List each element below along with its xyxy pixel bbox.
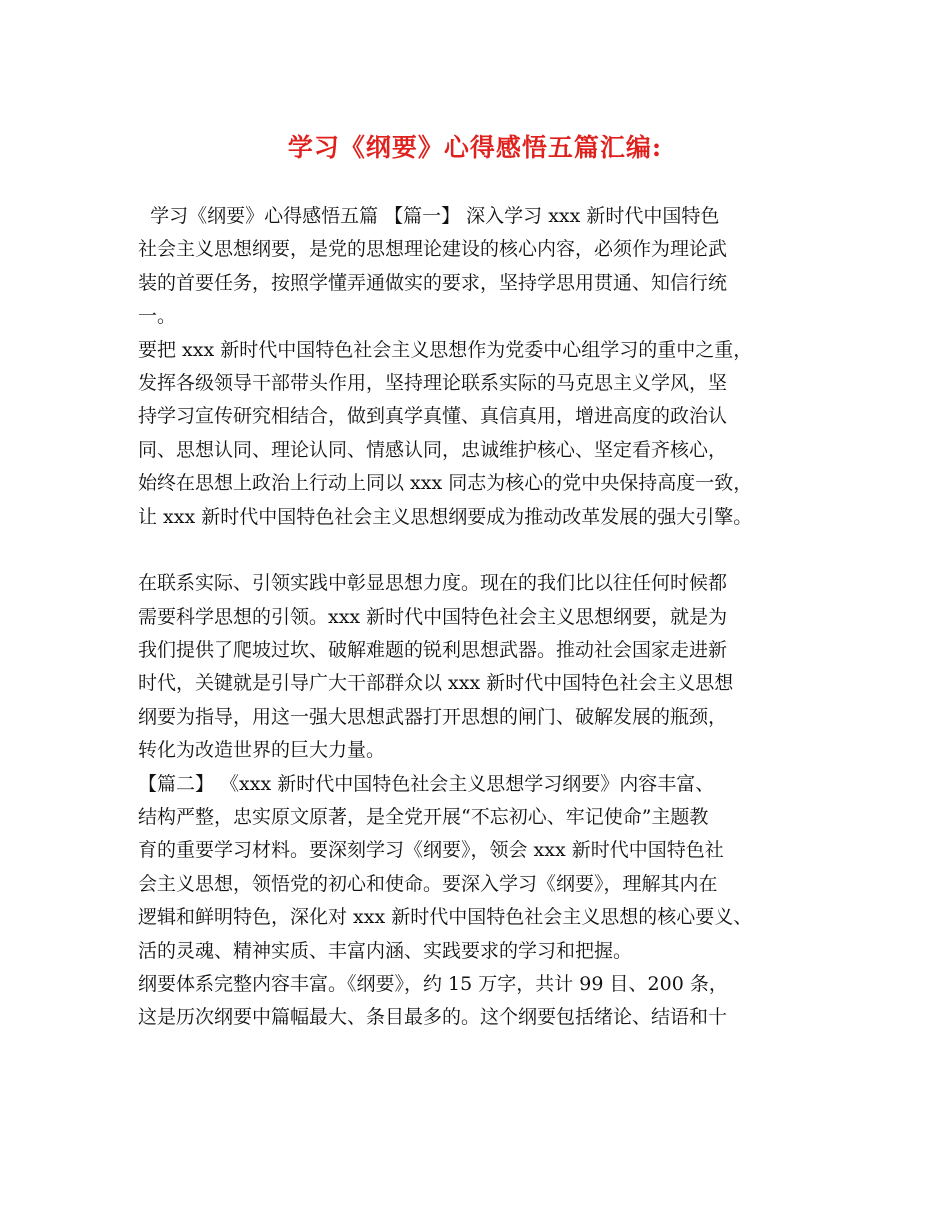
text-line: 这是历次纲要中篇幅最大、条目最多的。这个纲要包括绪论、结语和十	[138, 1006, 728, 1029]
text-line: 始终在思想上政治上行动上同以 xxx 同志为核心的党中央保持高度一致，	[138, 472, 753, 495]
text-line: 育的重要学习材料。要深刻学习《纲要》，领会 xxx 新时代中国特色社	[138, 839, 724, 862]
text-line: 会主义思想，领悟党的初心和使命。要深入学习《纲要》，理解其内在	[138, 872, 718, 895]
text-line: 活的灵魂、精神实质、丰富内涵、实践要求的学习和把握。	[138, 939, 633, 962]
text-line: 纲要为指导，用这一强大思想武器打开思想的闸门、破解发展的瓶颈，	[138, 705, 728, 728]
text-line: 我们提供了爬坡过坎、破解难题的锐利思想武器。推动社会国家走进新	[138, 639, 728, 662]
text-line: 持学习宣传研究相结合，做到真学真懂、真信真用，增进高度的政治认	[138, 405, 728, 428]
text-line: 【篇二】 《xxx 新时代中国特色社会主义思想学习纲要》内容丰富、	[138, 772, 715, 795]
text-line: 同、思想认同、理论认同、情感认同，忠诚维护核心、坚定看齐核心，	[138, 438, 728, 461]
document-title: 学习《纲要》心得感悟五篇汇编:	[287, 133, 663, 162]
text-line: 结构严整，忠实原文原著，是全党开展“不忘初心、牢记使命”主题教	[138, 806, 709, 829]
text-line: 装的首要任务，按照学懂弄通做实的要求，坚持学思用贯通、知信行统	[138, 271, 728, 294]
text-line: 转化为改造世界的巨大力量。	[138, 739, 386, 762]
text-line: 要把 xxx 新时代中国特色社会主义思想作为党委中心组学习的重中之重，	[138, 338, 753, 361]
text-line: 发挥各级领导干部带头作用，坚持理论联系实际的马克思主义学风，坚	[138, 371, 728, 394]
text-line: 社会主义思想纲要，是党的思想理论建设的核心内容，必须作为理论武	[138, 238, 728, 261]
text-line: 时代，关键就是引导广大干部群众以 xxx 新时代中国特色社会主义思想	[138, 672, 734, 695]
document-body	[138, 200, 838, 1035]
text-line: 纲要体系完整内容丰富。《纲要》，约 15 万字，共计 99 目、200 条，	[138, 972, 728, 995]
paragraph-gap	[138, 534, 838, 567]
text-line: 学习《纲要》心得感悟五篇 【篇一】 深入学习 xxx 新时代中国特色	[138, 205, 720, 227]
text-line: 在联系实际、引领实践中彰显思想力度。现在的我们比以往任何时候都	[138, 572, 728, 595]
text-line: 逻辑和鲜明特色，深化对 xxx 新时代中国特色社会主义思想的核心要义、	[138, 906, 753, 929]
text-line: 让 xxx 新时代中国特色社会主义思想纲要成为推动改革发展的强大引擎。	[138, 505, 753, 528]
text-line: 需要科学思想的引领。xxx 新时代中国特色社会主义思想纲要，就是为	[138, 605, 728, 628]
text-line: 一。	[138, 305, 177, 328]
